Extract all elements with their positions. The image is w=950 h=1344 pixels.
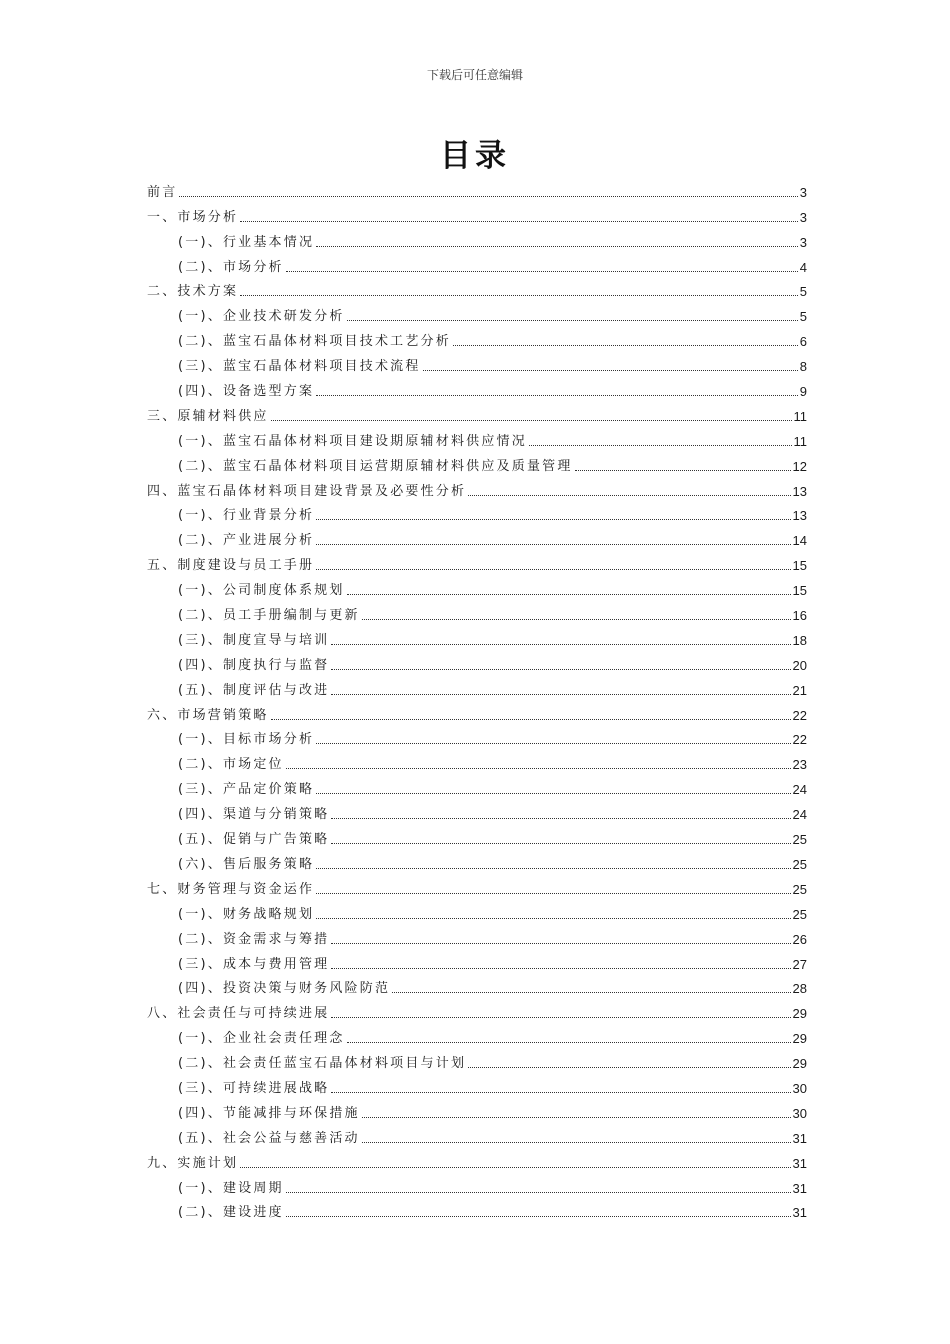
dot-leader (575, 470, 791, 471)
dot-leader (316, 246, 798, 247)
dot-leader (286, 768, 791, 769)
dot-leader (316, 893, 790, 894)
toc-entry-section[interactable] (147, 425, 807, 450)
toc-page-number: 22 (792, 707, 807, 723)
dot-leader (331, 968, 790, 969)
dot-leader (240, 221, 798, 222)
toc-entry-section[interactable] (147, 624, 807, 649)
toc-page-number: 20 (792, 657, 807, 673)
toc-entry-section[interactable] (147, 649, 807, 674)
toc-entry-title: (四)、制度执行与监督 (178, 657, 330, 673)
dot-leader (179, 196, 797, 197)
toc-page-number: 21 (792, 682, 807, 698)
toc-page-number: 30 (792, 1105, 807, 1121)
toc-entry-title: (二)、资金需求与筹措 (178, 931, 330, 947)
toc-page-number: 4 (799, 259, 807, 275)
toc-page-number: 13 (792, 508, 807, 524)
toc-entry-title: 四、蓝宝石晶体材料项目建设背景及必要性分析 (147, 483, 467, 499)
dot-leader (331, 843, 790, 844)
toc-page-number: 30 (792, 1080, 807, 1096)
toc-entry-section[interactable] (147, 226, 807, 251)
toc-entry-section[interactable] (147, 674, 807, 699)
toc-entry-title: (二)、蓝宝石晶体材料项目技术工艺分析 (178, 334, 451, 350)
toc-page-number: 5 (799, 309, 807, 325)
toc-entry-title: (一)、公司制度体系规划 (178, 583, 345, 599)
toc-entry-section[interactable] (147, 948, 807, 973)
dot-leader (316, 868, 790, 869)
toc-entry-title: (三)、成本与费用管理 (178, 956, 330, 972)
toc-page-number: 28 (792, 981, 807, 997)
toc-entry-title: (一)、行业基本情况 (178, 234, 315, 250)
toc-page-number: 13 (792, 483, 807, 499)
toc-page-number: 31 (792, 1205, 807, 1221)
toc-entry-section[interactable] (147, 1172, 807, 1197)
toc-entry-section[interactable] (147, 1097, 807, 1122)
toc-page-number: 25 (792, 881, 807, 897)
toc-entry-section[interactable] (147, 1022, 807, 1047)
toc-entry-chapter[interactable] (147, 475, 807, 500)
toc-entry-title: (四)、设备选型方案 (178, 384, 315, 400)
toc-page-number: 8 (799, 359, 807, 375)
toc-entry-title: (一)、建设周期 (178, 1180, 284, 1196)
dot-leader (347, 320, 798, 321)
dot-leader (240, 295, 798, 296)
dot-leader (316, 743, 790, 744)
toc-entry-section[interactable] (147, 798, 807, 823)
toc-entry-title: (四)、投资决策与财务风险防范 (178, 981, 391, 997)
toc-entry-chapter[interactable] (147, 176, 807, 201)
toc-entry-section[interactable] (147, 848, 807, 873)
dot-leader (331, 818, 790, 819)
dot-leader (316, 544, 790, 545)
toc-entry-chapter[interactable] (147, 997, 807, 1022)
dot-leader (331, 1092, 790, 1093)
dot-leader (316, 519, 790, 520)
toc-page-number: 25 (792, 856, 807, 872)
dot-leader (316, 918, 790, 919)
dot-leader (331, 943, 790, 944)
toc-entry-title: (一)、目标市场分析 (178, 732, 315, 748)
toc-page-number: 5 (799, 284, 807, 300)
toc-entry-section[interactable] (147, 1047, 807, 1072)
dot-leader (331, 644, 790, 645)
toc-page-number: 25 (792, 832, 807, 848)
dot-leader (331, 669, 790, 670)
toc-entry-section[interactable] (147, 450, 807, 475)
toc-entry-section[interactable] (147, 375, 807, 400)
toc-entry-section[interactable] (147, 898, 807, 923)
toc-entry-section[interactable] (147, 823, 807, 848)
toc-entry-section[interactable] (147, 748, 807, 773)
toc-entry-title: 二、技术方案 (147, 284, 239, 300)
toc-entry-title: (二)、员工手册编制与更新 (178, 608, 360, 624)
dot-leader (347, 594, 791, 595)
dot-leader (423, 370, 798, 371)
toc-entry-section[interactable] (147, 251, 807, 276)
toc-entry-section[interactable] (147, 599, 807, 624)
dot-leader (271, 719, 791, 720)
toc-entry-title: (一)、行业背景分析 (178, 508, 315, 524)
toc-entry-title: 六、市场营销策略 (147, 707, 269, 723)
toc-page-number: 18 (792, 632, 807, 648)
toc-entry-title: (二)、蓝宝石晶体材料项目运营期原辅材料供应及质量管理 (178, 458, 573, 474)
toc-page-number: 15 (792, 583, 807, 599)
toc-entry-title: (一)、企业技术研发分析 (178, 309, 345, 325)
toc-entry-title: (一)、企业社会责任理念 (178, 1031, 345, 1047)
toc-entry-title: (三)、蓝宝石晶体材料项目技术流程 (178, 359, 421, 375)
toc-page-number: 25 (792, 906, 807, 922)
toc-entry-title: (四)、节能减排与环保措施 (178, 1105, 360, 1121)
toc-page-number: 3 (799, 234, 807, 250)
toc-entry-title: (五)、促销与广告策略 (178, 832, 330, 848)
toc-entry-chapter[interactable] (147, 1147, 807, 1172)
dot-leader (468, 495, 790, 496)
toc-page-number: 23 (792, 757, 807, 773)
toc-entry-title: (二)、市场分析 (178, 259, 284, 275)
dot-leader (468, 1067, 790, 1068)
toc-entry-title: (二)、产业进展分析 (178, 533, 315, 549)
toc-page-number: 14 (792, 533, 807, 549)
dot-leader (362, 619, 791, 620)
dot-leader (347, 1042, 791, 1043)
toc-page-number: 27 (792, 956, 807, 972)
toc-page-number: 15 (792, 558, 807, 574)
toc-page-number: 3 (799, 184, 807, 200)
toc-entry-chapter[interactable] (147, 400, 807, 425)
toc-entry-title: (五)、社会公益与慈善活动 (178, 1130, 360, 1146)
toc-entry-title: 前言 (147, 184, 178, 200)
toc-entry-section[interactable] (147, 325, 807, 350)
toc-entry-title: (三)、可持续进展战略 (178, 1080, 330, 1096)
dot-leader (240, 1167, 790, 1168)
toc-entry-chapter[interactable] (147, 201, 807, 226)
toc-page-number: 3 (799, 209, 807, 225)
toc-page-number: 24 (792, 782, 807, 798)
toc-page-number: 11 (793, 408, 807, 424)
toc-page-number: 26 (792, 931, 807, 947)
toc-entry-section[interactable] (147, 1197, 807, 1222)
dot-leader (392, 992, 790, 993)
toc-entry-section[interactable] (147, 524, 807, 549)
toc-entry-title: 五、制度建设与员工手册 (147, 558, 315, 574)
dot-leader (316, 395, 798, 396)
toc-entry-section[interactable] (147, 350, 807, 375)
dot-leader (529, 445, 792, 446)
toc-entry-section[interactable] (147, 574, 807, 599)
toc-entry-section[interactable] (147, 973, 807, 998)
toc-entry-chapter[interactable] (147, 549, 807, 574)
dot-leader (331, 694, 790, 695)
toc-entry-title: 八、社会责任与可持续进展 (147, 1006, 330, 1022)
toc-entry-section[interactable] (147, 923, 807, 948)
toc-entry-title: 七、财务管理与资金运作 (147, 881, 315, 897)
toc-page-number: 12 (792, 458, 807, 474)
toc-entry-section[interactable] (147, 724, 807, 749)
toc-page-number: 16 (792, 608, 807, 624)
toc-page-number: 29 (792, 1031, 807, 1047)
toc-page-number: 31 (792, 1155, 807, 1171)
toc-entry-title: (六)、售后服务策略 (178, 856, 315, 872)
toc-page-number: 24 (792, 807, 807, 823)
dot-leader (286, 1192, 791, 1193)
table-of-contents (147, 176, 807, 1221)
toc-page-number: 29 (792, 1006, 807, 1022)
toc-entry-title: (二)、建设进度 (178, 1205, 284, 1221)
toc-entry-section[interactable] (147, 1072, 807, 1097)
toc-entry-title: 一、市场分析 (147, 209, 239, 225)
toc-entry-title: (四)、渠道与分销策略 (178, 807, 330, 823)
toc-entry-title: (三)、产品定价策略 (178, 782, 315, 798)
toc-entry-title: (二)、社会责任蓝宝石晶体材料项目与计划 (178, 1056, 467, 1072)
toc-page-number: 31 (792, 1130, 807, 1146)
dot-leader (286, 271, 798, 272)
dot-leader (362, 1117, 791, 1118)
toc-page-number: 6 (799, 334, 807, 350)
dot-leader (453, 345, 798, 346)
toc-entry-title: 三、原辅材料供应 (147, 408, 269, 424)
toc-page-number: 22 (792, 732, 807, 748)
toc-entry-section[interactable] (147, 300, 807, 325)
dot-leader (286, 1216, 791, 1217)
toc-entry-section[interactable] (147, 500, 807, 525)
toc-entry-title: 九、实施计划 (147, 1155, 239, 1171)
toc-page-number: 31 (792, 1180, 807, 1196)
toc-page-number: 9 (799, 384, 807, 400)
toc-title: 目录 (440, 138, 510, 174)
dot-leader (331, 1017, 790, 1018)
toc-entry-section[interactable] (147, 1122, 807, 1147)
toc-entry-title: (二)、市场定位 (178, 757, 284, 773)
toc-entry-title: (三)、制度宣导与培训 (178, 632, 330, 648)
toc-entry-chapter[interactable] (147, 276, 807, 301)
header-note: 下载后可任意编辑 (426, 68, 523, 82)
dot-leader (316, 793, 790, 794)
toc-entry-section[interactable] (147, 773, 807, 798)
toc-page-number: 29 (792, 1056, 807, 1072)
toc-entry-title: (一)、财务战略规划 (178, 906, 315, 922)
toc-entry-title: (五)、制度评估与改进 (178, 682, 330, 698)
toc-entry-title: (一)、蓝宝石晶体材料项目建设期原辅材料供应情况 (178, 433, 527, 449)
dot-leader (271, 420, 792, 421)
toc-page-number: 11 (793, 433, 807, 449)
dot-leader (316, 569, 790, 570)
dot-leader (362, 1142, 791, 1143)
toc-entry-chapter[interactable] (147, 873, 807, 898)
toc-entry-chapter[interactable] (147, 699, 807, 724)
